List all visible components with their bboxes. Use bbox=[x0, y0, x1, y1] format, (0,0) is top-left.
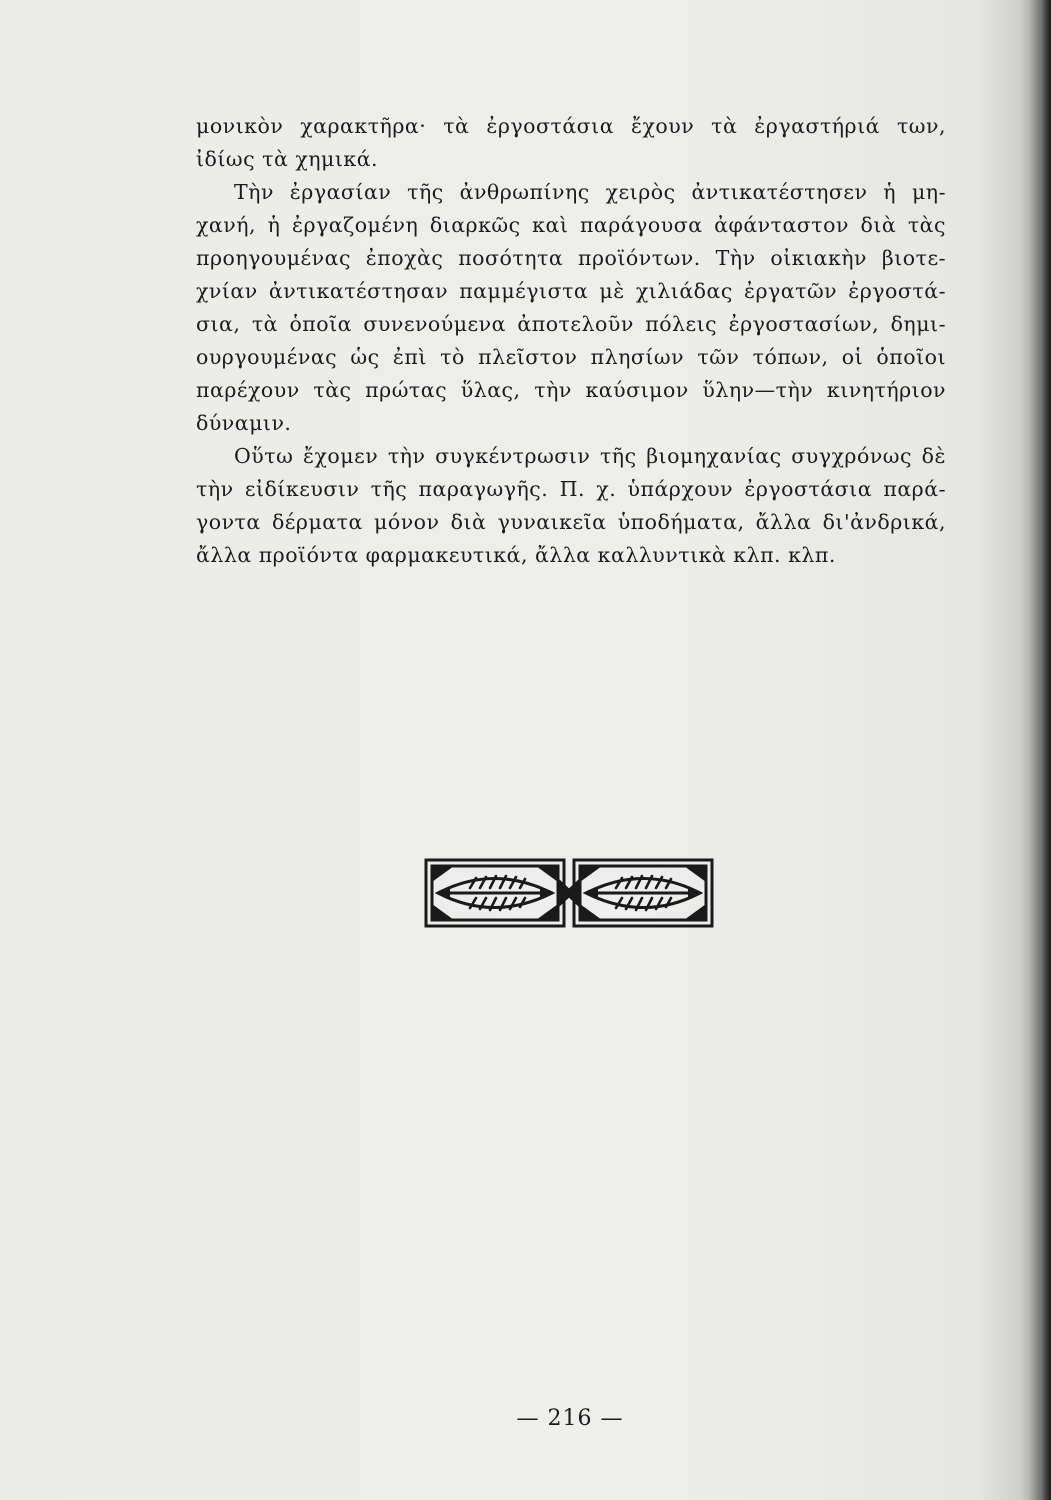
text-line: σια, τὰ ὁποῖα συνενούμενα ἀποτελοῦν πόλεις ἐργοστασίων, δημι- bbox=[196, 312, 946, 336]
text-line: ουργουμένας ὡς ἐπὶ τὸ πλεῖστον πλησίων τῶν τόπων, οἱ ὁποῖοι bbox=[196, 345, 946, 369]
text-line: Οὕτω ἔχομεν τὴν συγκέντρωσιν τῆς βιομηχανίας συγχρόνως δὲ bbox=[234, 444, 946, 468]
text-line: παρέχουν τὰς πρώτας ὕλας, τὴν καύσιμον ὕλην—τὴν κινητήριον bbox=[196, 378, 946, 402]
text-line: μονικὸν χαρακτῆρα· τὰ ἐργοστάσια ἔχουν τὰ ἐργαστήριά των, bbox=[196, 114, 946, 138]
spine-shadow bbox=[1029, 0, 1051, 1500]
page-number: — 216 — bbox=[516, 1406, 624, 1431]
text-line: γοντα δέρματα μόνον διὰ γυναικεῖα ὑποδήματα, ἄλλα δι'ἀνδρικά, bbox=[196, 510, 946, 534]
text-line: χνίαν ἀντικατέστησαν παμμέγιστα μὲ χιλιάδας ἐργατῶν ἐργοστά- bbox=[196, 279, 946, 303]
text-line: προηγουμένας ἐποχὰς ποσότητα προϊόντων. Τὴν οἰκιακὴν βιοτε- bbox=[196, 246, 946, 270]
text-line: ἄλλα προϊόντα φαρμακευτικά, ἄλλα καλλυντικὰ κλπ. κλπ. bbox=[196, 543, 836, 567]
text-line: τὴν εἰδίκευσιν τῆς παραγωγῆς. Π. χ. ὑπάρχουν ἐργοστάσια παρά- bbox=[196, 477, 946, 501]
text-line: ἰδίως τὰ χημικά. bbox=[196, 147, 379, 171]
body-text bbox=[196, 110, 946, 572]
text-line: χανή, ἡ ἐργαζομένη διαρκῶς καὶ παράγουσα ἀφάνταστον διὰ τὰς bbox=[196, 213, 946, 237]
decorative-leaf-ornament-icon bbox=[424, 858, 714, 928]
text-line: Τὴν ἐργασίαν τῆς ἀνθρωπίνης χειρὸς ἀντικατέστησεν ἡ μη- bbox=[234, 180, 946, 204]
text-line: δύναμιν. bbox=[196, 411, 292, 435]
